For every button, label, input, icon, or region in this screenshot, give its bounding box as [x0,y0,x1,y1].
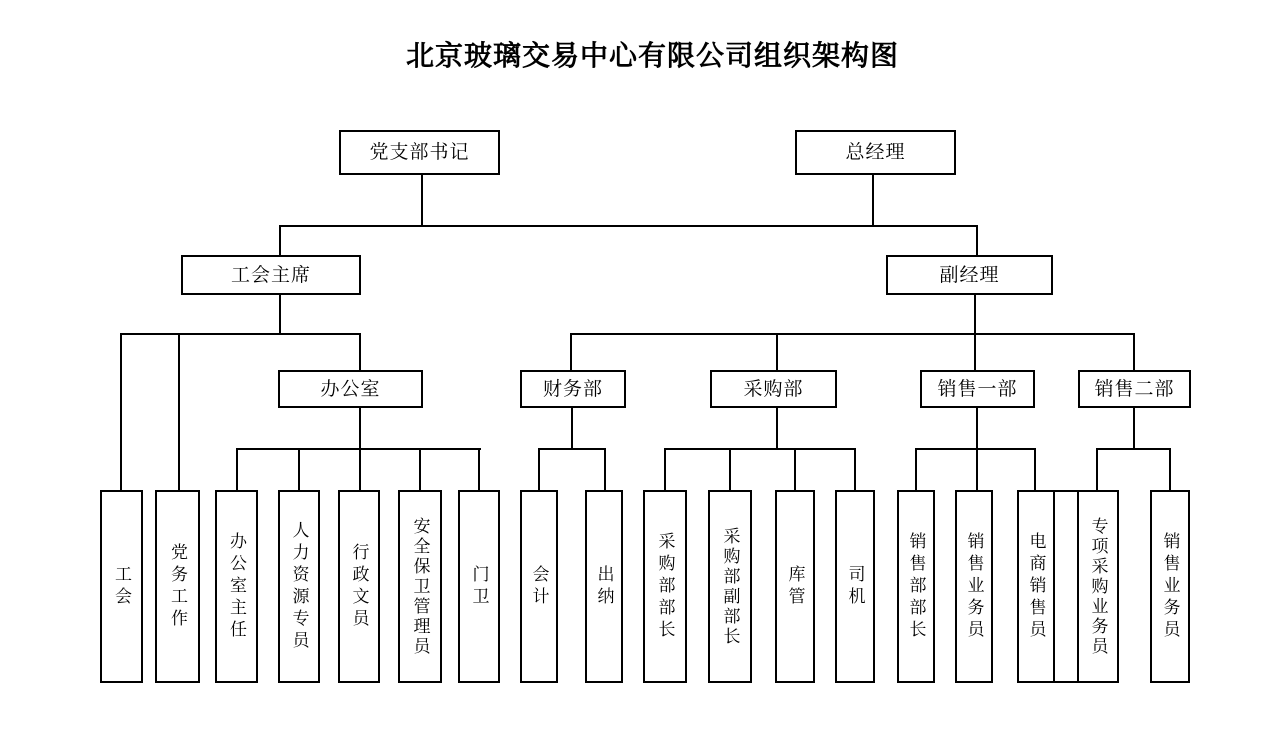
connector-line [570,333,1135,335]
connector-line [570,333,572,372]
node-label: 行政文员 [349,542,369,631]
connector-line [976,225,978,258]
node-accountant [520,490,558,683]
node-driver [835,490,875,683]
node-admin-clerk [338,490,380,683]
node-label: 总经理 [845,142,906,163]
connector-line [664,448,856,450]
connector-line [1169,448,1171,492]
node-ecommerce-sales [1017,490,1055,683]
connector-line [854,448,856,492]
node-label: 会计 [529,564,549,609]
node-labor-union [100,490,143,683]
connector-line [236,448,481,450]
node-purchasing-dept [710,370,837,408]
node-sales-dept-two [1078,370,1191,408]
node-label: 销售二部 [1094,378,1175,400]
node-sales-chief [897,490,935,683]
node-office [278,370,423,408]
connector-line [178,333,180,492]
node-label: 党务工作 [168,542,187,631]
node-office-director [215,490,258,683]
connector-line [478,448,480,492]
connector-line [1096,448,1171,450]
node-general-manager [795,130,956,175]
connector-line [915,448,917,492]
node-sales-rep-1 [955,490,993,683]
node-label: 销售一部 [937,378,1018,400]
connector-line [915,448,1036,450]
node-hr-specialist [278,490,320,683]
connector-line [604,448,606,492]
node-label: 门卫 [469,564,489,609]
node-security-manager [398,490,442,683]
node-finance-dept [520,370,626,408]
connector-line [298,448,300,492]
node-doorman [458,490,500,683]
connector-line [359,333,361,372]
connector-line [872,175,874,227]
connector-line [729,448,731,492]
connector-line [120,333,361,335]
connector-line [1096,448,1098,492]
connector-line [571,406,573,450]
connector-line [664,448,666,492]
connector-line [538,448,540,492]
connector-line [419,448,421,492]
node-label: 司机 [845,564,865,609]
connector-line [279,225,281,258]
node-cashier [585,490,623,683]
node-special-purchasing-rep [1077,490,1119,683]
node-purchasing-chief [643,490,687,683]
connector-line [776,406,778,450]
node-label: 出纳 [594,564,614,609]
node-label: 采购部 [743,378,804,400]
node-sales-dept-one [920,370,1035,408]
node-label: 库管 [785,564,805,609]
node-sales-rep-2 [1150,490,1190,683]
node-label: 党支部书记 [369,142,470,163]
node-label: 财务部 [542,378,603,400]
connector-line [974,333,976,372]
connector-line [1133,333,1135,372]
connector-line [538,448,606,450]
node-party-affairs [155,490,200,683]
node-label: 安全保卫管理员 [410,516,430,657]
connector-line [974,293,976,335]
connector-line [279,293,281,335]
node-label: 办公室 [320,378,381,400]
chart-title: 北京玻璃交易中心有限公司组织架构图 [405,41,899,72]
spacer-box [1053,490,1079,683]
node-label: 销售部部长 [906,531,926,642]
node-label: 工会 [112,564,131,609]
node-purchasing-deputy-chief [708,490,752,683]
node-label: 销售业务员 [1160,531,1180,642]
node-label: 副经理 [939,264,1000,286]
node-party-secretary [339,130,500,175]
node-label: 采购部副部长 [720,526,740,647]
node-deputy-manager [886,255,1053,295]
connector-line [236,448,238,492]
connector-line [1133,406,1135,450]
node-label: 销售业务员 [964,531,984,642]
node-warehouse-keeper [775,490,815,683]
node-label: 采购部部长 [655,531,675,642]
connector-line [279,225,978,227]
node-label: 电商销售员 [1026,531,1046,642]
node-label: 人力资源专员 [289,520,309,653]
node-label: 办公室主任 [227,531,246,642]
node-union-chairman [181,255,361,295]
connector-line [421,175,423,227]
connector-line [776,333,778,372]
node-label: 工会主席 [230,264,311,286]
connector-line [120,333,122,492]
connector-line [1034,448,1036,492]
connector-line [794,448,796,492]
node-label: 专项采购业务员 [1088,516,1108,657]
